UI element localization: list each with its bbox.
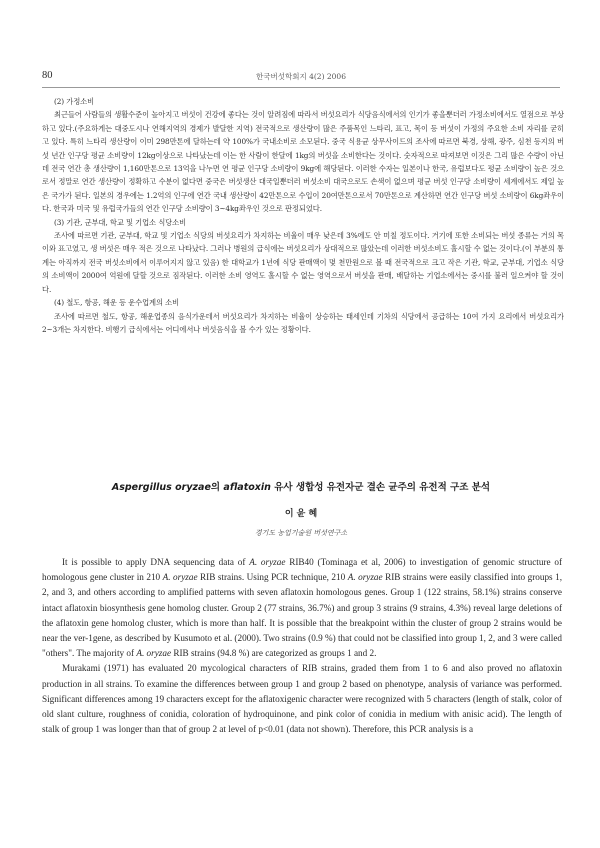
section-heading-household: (2) 가정소비 xyxy=(54,97,95,106)
korean-section xyxy=(42,95,564,336)
section-heading-transport: (4) 철도, 항공, 해운 등 운수업계의 소비 xyxy=(54,298,180,308)
title-species: Aspergillus oryzae xyxy=(111,482,211,493)
header-rule xyxy=(42,87,560,88)
page-number: 80 xyxy=(42,70,53,81)
species-name: A. oryzae xyxy=(249,557,286,567)
species-name: A. oryzae xyxy=(136,648,172,659)
text-run: RIB40 (Tominaga et al, 2006) to investigation of genomic structure of homologous gene cluster in 210 xyxy=(42,557,563,583)
paragraph-transport: 조사에 따르면 철도, 항공, 해운업종의 음식가운데서 버섯요리가 차지하는 비율이 상승하는 태세인데 기차의 식당에서 공급하는 10여 가지 요리에서 버섯요리가 2~3개는 차지한다. 비행기 급식에서는 어디에서나 버섯음식을 볼 수가 있는 정황이다. xyxy=(42,311,564,334)
text-run: It is possible to apply DNA sequencing data of xyxy=(62,557,250,567)
abstract-paragraph-2: Murakami (1971) has evaluated 20 mycological characters of RIB strains, graded them from 1 to 6 and also proved no aflatoxin production in all strains. To examine the differences between group 1 and group 2 based on phenotype, analysis of variance was performed. Significant differences among 19 characters except for the aflatoxigenic character were recognized with 5 characters (length of stalk, color of old slant culture, roughness of conidia, coloration of hydroquinone, and pink color of conidia in medium with anisic acid). The length of stalk of group 1 was longer than that of group 2 at level of p<0.01 (data not shown). Therefore, this PCR analysis is a xyxy=(42,663,562,735)
species-name: A. oryzae xyxy=(347,572,383,583)
author-name: 이 윤 혜 xyxy=(284,509,318,519)
abstract-paragraph-1 xyxy=(42,555,562,661)
journal-running-title: 한국버섯학회지 4(2) 2006 xyxy=(256,72,346,81)
text-run: RIB strains (94.8 %) are categorized as groups 1 and 2. xyxy=(171,648,377,659)
text-run: RIB strains were easily classified into groups 1, 2, and 3, and others according to amplified patterns with seven aflatoxin homologous genes. Group 1 (122 strains, 58.1%) strains conserve intact aflatoxin biosynthesis gene homolog cluster. Group 2 (77 strains, 36.7%) and group 3 strains (9 strains, 4.3%) reveal large deletions of the aflatoxin gene homolog cluster, which is more than half. It is possible that the breakpoint within the cluster of group 2 strains would be near the ver-1gene, as described by Kusumoto et al. (2000). Two strains (0.9 %) that could not be classified into group 1, 2, and 3 were called "others". The majority of xyxy=(42,572,563,659)
text-run: RIB strains. Using PCR technique, 210 xyxy=(197,572,348,583)
title-connector: 의 xyxy=(210,482,224,493)
english-abstract xyxy=(42,555,562,737)
section-heading-institutional: (3) 기관, 군부대, 학교 및 기업소 식당소비 xyxy=(54,217,187,227)
title-rest: 유사 생합성 유전자군 결손 균주의 유전적 구조 분석 xyxy=(270,482,491,493)
page-header xyxy=(42,70,560,84)
title-toxin: aflatoxin xyxy=(223,482,271,493)
author-affiliation: 경기도 농업기술원 버섯연구소 xyxy=(254,529,348,537)
species-name: A. oryzae xyxy=(162,572,198,583)
paper-title xyxy=(42,479,560,493)
paragraph-household: 최근들어 사람들의 생활수준이 높아지고 버섯이 건강에 좋다는 것이 알려짐에 따라서 버섯요리가 식당음식에서의 인기가 좋을뿐더러 가정소비에서도 열점으로 부상하고 있다.(주요하게는 대중도시나 연해지역의 경제가 발달한 지역) 전국적으로 생산량이 많은 주품목인 느타리, 표고, 목이 등 버섯이 가정의 주요한 소비 자리를 굳히고 있다. 특히 느타리 생산량이 이미 298만톤에 달하는데 약 100%가 국내소비로 소모된다. 중국 식용균 상무사이드의 조사에 따르면 북경, 상해, 광주, 심천 등지의 버섯 년간 인구당 평균 소비량이 12kg이상으로 나타났는데 이는 한 사람이 한달에 1kg의 버섯을 소비한다는 것이다. 숫자적으로 따져보면 이것은 그리 많은 수량이 아닌데 전국 연간 총 생산량이 1,160만톤으로 13억을 나누면 연 평균 인구당 소비량이 9kg에 해당된다. 이러한 수자는 일본이나 한국, 유럽보다도 평균 소비량이 높은 것으로서 정말로 연간 생산량이 정확하고 수분이 없다면 중국은 버섯생산 대국일뿐더러 버섯소비 대국으로도 손색이 없으며 평균 버섯 인구당 소비량이 세계에서도 제일 높은 국가가 된다. 일본의 경우에는 1.2억의 인구에 연간 국내 생산량이 42만톤으로 수입이 20여만톤으로서 70만톤으로 계산하면 연간 인구당 버섯 소비량이 6kg좌우이다. 한국과 미국 및 유럽국가들의 연간 인구당 소비량이 3~4kg좌우인 것으로 판정되었다. xyxy=(42,110,564,214)
paragraph-institutional: 조사에 따르면 기관, 군부대, 학교 및 기업소 식당의 버섯요리가 차지하는 비율이 매우 낮은데 3%에도 안 미칠 정도이다. 거기에 또한 소비되는 버섯 종류는 거의 목이와 표고였고, 생 버섯은 매우 적은 것으로 나타났다. 그러나 병원의 급식에는 버섯요리가 상대적으로 많았는데 이러한 버섯소비도 홀시할 수 없는 것이다.(이 부분의 통계는 아직까지 전국 버섯소비에서 이루어지지 않고 있음) 한 대학교가 1년에 식당 판매액이 몇 천만원으로 볼 때 전국적으로 크고 작은 기관, 학교, 군부대, 기업소 식당의 소비액이 2000여 억원에 달할 것으로 짐작된다. 이러한 소비 영역도 홀시할 수 없는 영역으로서 버섯을 판매, 배달하는 기업소에서는 중시를 불러 일으켜야 할 것이다. xyxy=(42,231,564,294)
